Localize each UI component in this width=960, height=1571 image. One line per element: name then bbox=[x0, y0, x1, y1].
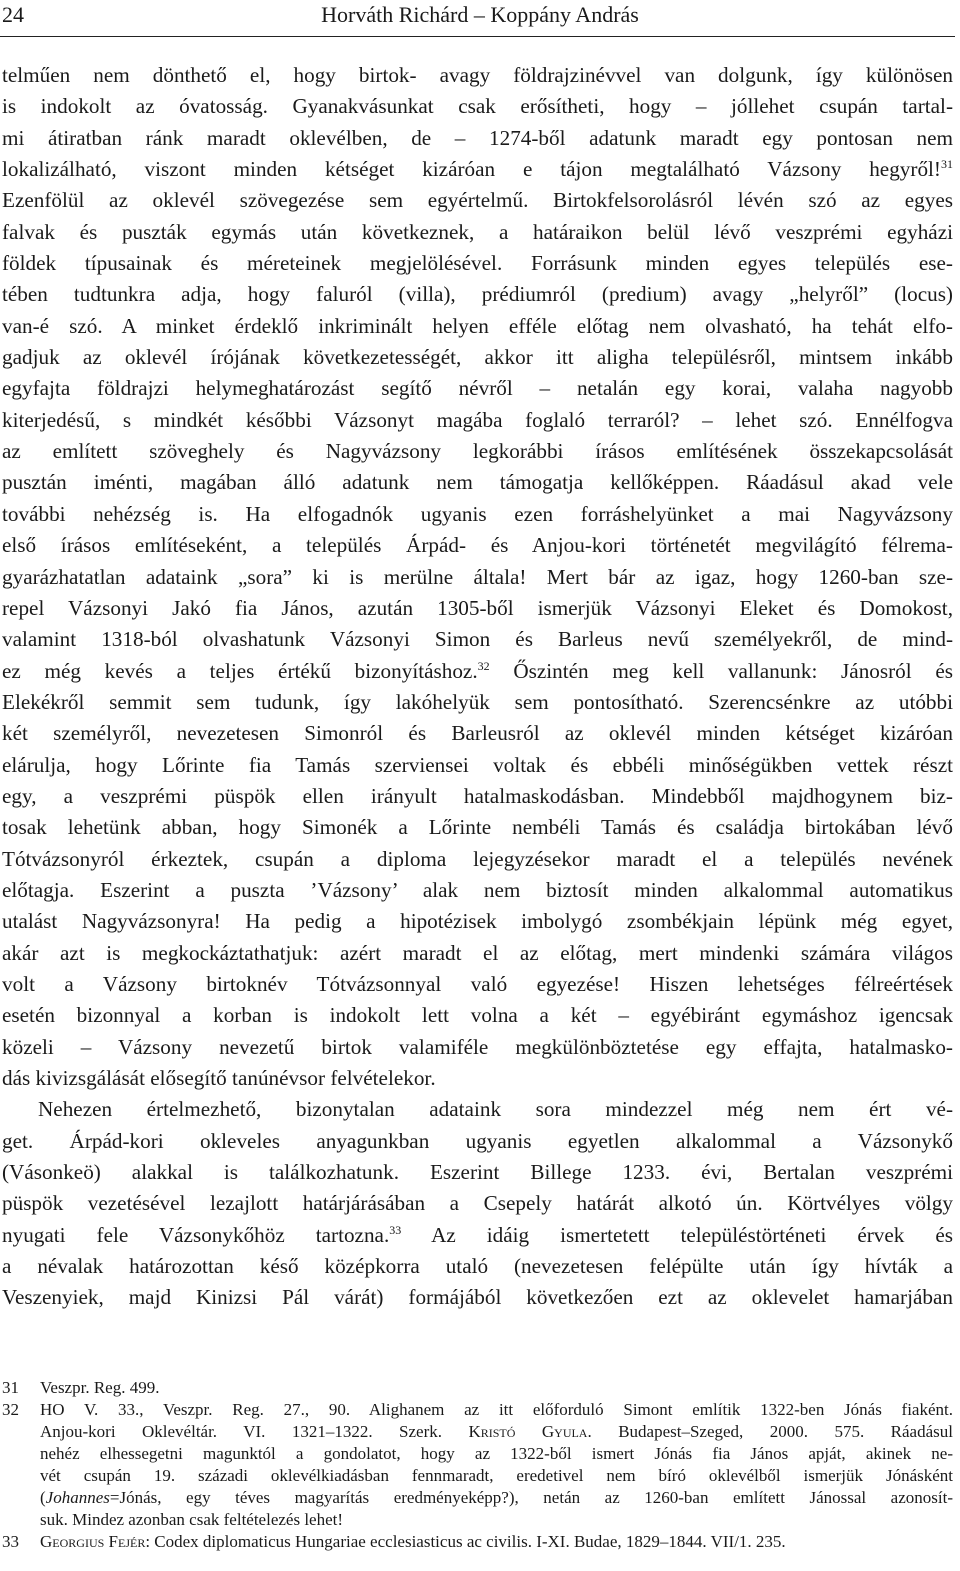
footnote-31 bbox=[2, 1377, 953, 1399]
text-line-content: lokalizálható, viszont minden kétséget kizáróan e tájon megtalálható Vázsony hegyről! bbox=[2, 157, 941, 182]
text-line: kiterjedésű, s mindkét későbbi Vázsonyt magába foglaló terraról? – lehet szó. Ennélfogva bbox=[2, 407, 953, 432]
text-line: két személyről, nevezetesen Simonról és Barleusról az oklevél minden kétséget kizáróan bbox=[2, 721, 953, 746]
text-line bbox=[2, 1220, 953, 1251]
text-line: get. Árpád-kori okleveles anyagunkban ugyanis egyetlen alkalommal a Vázsonykő bbox=[2, 1128, 953, 1153]
footnote-number: 32 bbox=[2, 1400, 19, 1419]
footnote-number: 33 bbox=[2, 1532, 19, 1551]
text-line: (Vásonkeö) alakkal is találkozhatunk. Eszerint Billege 1233. évi, Bertalan veszprémi bbox=[2, 1160, 953, 1185]
text-line: tében tudtunkra adja, hogy faluról (villa), prédiumról (predium) avagy „helyről” (locus) bbox=[2, 282, 953, 307]
text-line: volt a Vázsony birtoknév Tótvázsonnyal való egyezése! Hiszen lehetséges félreértések bbox=[2, 971, 953, 996]
footnote-line bbox=[40, 1487, 953, 1509]
header-rule bbox=[0, 36, 955, 37]
body-text bbox=[2, 60, 953, 1314]
text-line: telműen nem dönthető el, hogy birtok- avagy földrajzinévvel van dolgunk, így különösen bbox=[2, 63, 953, 87]
text-line: repel Vázsonyi Jakó fia János, azután 1305-ből ismerjük Vázsonyi Eleket és Domokost, bbox=[2, 595, 953, 620]
text-line: Tótvázsonyról érkeztek, csupán a diploma lejegyzésekor maradt el a település nevének bbox=[2, 846, 953, 871]
page-header bbox=[0, 0, 960, 34]
footnote-line bbox=[40, 1531, 953, 1553]
footnote-text: . Budapest–Szeged, 2000. 575. Ráadásul bbox=[587, 1422, 953, 1441]
italic-term: Johannes bbox=[45, 1488, 110, 1507]
text-line: előtagja. Eszerint a puszta ’Vázsony’ alak nem biztosít minden alkalommal automatikus bbox=[2, 877, 953, 902]
text-line-content: nyugati fele Vázsonykőhöz tartozna. bbox=[2, 1222, 390, 1247]
text-line: is indokolt az óvatosság. Gyanakvásunkat csak erősítheti, hogy – jóllehet csupán tartal- bbox=[2, 94, 953, 119]
text-line: esetén bizonnyal a korban is indokolt lett volna a két – egyébiránt egymáshoz igencsak bbox=[2, 1003, 953, 1028]
text-line: a névalak határozottan késő középkorra utaló (nevezetesen felépülte után így hívták a bbox=[2, 1254, 953, 1279]
text-line bbox=[2, 154, 953, 185]
text-line: közeli – Vázsony nevezetű birtok valamiféle megkülönböztetése egy effajta, hatalmasko- bbox=[2, 1034, 953, 1059]
footnote-text: : Codex diplomaticus Hungariae ecclesiasticus ac civilis. I-XI. Budae, 1829–1844. VII/1. 235. bbox=[145, 1532, 786, 1551]
text-line: elárulja, hogy Lőrinte fia Tamás szerviensei voltak és ebbéli minőségükben vettek részt bbox=[2, 752, 953, 777]
author-name: Georgius Fejér bbox=[40, 1532, 146, 1551]
footnote-32 bbox=[2, 1399, 953, 1531]
text-line: egyfajta földrajzi helymeghatározást segítő névről – netalán egy korai, valaha nagyobb bbox=[2, 376, 953, 401]
footnote-text: Anjou-kori Oklevéltár. VI. 1321–1322. Szerk. bbox=[40, 1422, 469, 1441]
text-line: gadjuk az oklevél írójának következetességét, akkor itt aligha településről, mintsem inkább bbox=[2, 345, 953, 370]
text-line: Ezenfölül az oklevél szövegezése sem egyértelmű. Birtokfelsorolásról lévén szó az egyes bbox=[2, 188, 953, 213]
footnote-line bbox=[40, 1421, 953, 1443]
text-line: egy, a veszprémi püspök ellen irányult hatalmaskodásban. Mindebből majdhogynem biz- bbox=[2, 783, 953, 808]
footnote-text: ( bbox=[40, 1488, 46, 1507]
text-line: az említett szöveghely és Nagyvázsony legkorábbi írásos említésének összekapcsolását bbox=[2, 439, 953, 464]
footnote-text: =Jónás, egy téves magyarítás eredményeképp?), netán az 1260-ban említett Jánossal azonosít- bbox=[109, 1488, 953, 1507]
text-line: pusztán iménti, magában álló adatunk nem támogatja kellőképpen. Ráadásul akad vele bbox=[2, 470, 953, 495]
text-line: Nehezen értelmezhető, bizonytalan adataink sora mindezzel még nem ért vé- bbox=[38, 1097, 953, 1122]
text-line: püspök vezetésével lezajlott határjárásában a Csepely határát alkotó ún. Körtvélyes völgy bbox=[2, 1191, 953, 1216]
text-line: dás kivizsgálását elősegítő tanúnévsor felvételekor. bbox=[2, 1066, 436, 1090]
footnotes bbox=[2, 1377, 953, 1553]
text-line-content: ez még kevés a teljes értékű bizonyításhoz. bbox=[2, 658, 478, 683]
footnote-ref-32[interactable]: 32 bbox=[477, 658, 490, 673]
text-line bbox=[2, 656, 953, 687]
text-line: gyarázhatatlan adataink „sora” ki is merülne általa! Mert bár az igaz, hogy 1260-ban sze- bbox=[2, 564, 953, 589]
text-line: van-é szó. A minket érdeklő inkriminált helyen efféle előtag nem olvasható, ha tehát elfo- bbox=[2, 313, 953, 338]
footnote-line: suk. Mindez azonban csak feltételezés lehet! bbox=[40, 1510, 344, 1529]
footnote-line: vét csupán 19. századi oklevélkiadásban fennmaradt, eredetivel nem bíró oklevélből ismerjük Jónásként bbox=[40, 1466, 953, 1485]
text-line-tail: Az idáig ismertetett településtörténeti érvek és bbox=[401, 1222, 953, 1247]
footnote-line: HO V. 33., Veszpr. Reg. 27., 90. Alighanem az itt előforduló Simont említik 1322-ben Jónás fiaként. bbox=[40, 1400, 953, 1419]
text-line: falvak és puszták egymás után következnek, a határaikon belül lévő veszprémi egyházi bbox=[2, 219, 953, 244]
footnote-ref-31[interactable]: 31 bbox=[941, 157, 953, 172]
text-line: első írásos említéseként, a település Árpád- és Anjou-kori történetét megvilágító félrema- bbox=[2, 533, 953, 558]
text-line: utalást Nagyvázsonyra! Ha pedig a hipotézisek imbolygó zsombékjain lépünk még egyet, bbox=[2, 909, 953, 934]
text-line: valamint 1318-ból olvashatunk Vázsonyi Simon és Barleus nevű személyekről, de mind- bbox=[2, 627, 953, 652]
text-line-tail: Őszintén meg kell vallanunk: Jánosról és bbox=[489, 658, 953, 683]
text-line: mi átiratban ránk maradt oklevélben, de – 1274-ből adatunk maradt egy pontosan nem bbox=[2, 125, 953, 150]
text-line: tosak lehetünk abban, hogy Simonék a Lőrinte nembéli Tamás és családja birtokában lévő bbox=[2, 815, 953, 840]
editor-name: Kristó Gyula bbox=[468, 1422, 588, 1441]
paragraph-1 bbox=[2, 60, 953, 1094]
page-number: 24 bbox=[2, 2, 24, 27]
footnote-line: nehéz elhessegetni magunktól a gondolatot, hogy az 1322-ből ismert Jónás fia János apját, akinek ne- bbox=[40, 1444, 953, 1463]
text-line: földek típusainak és méreteinek megjelölésével. Forrásunk minden egyes település ese- bbox=[2, 251, 953, 276]
text-line: akár azt is megkockáztathatjuk: azért maradt el az előtag, mert mindenki számára világos bbox=[2, 940, 953, 965]
text-line: Elekékről semmit sem tudunk, így lakóhelyük sem pontosítható. Szerencsénkre az utóbbi bbox=[2, 689, 953, 714]
paragraph-2 bbox=[2, 1094, 953, 1313]
text-line: további nehézség is. Ha elfogadnók ugyanis ezen forráshelyünket a mai Nagyvázsony bbox=[2, 501, 953, 526]
footnote-33 bbox=[2, 1531, 953, 1553]
running-title: Horváth Richárd – Koppány András bbox=[321, 2, 639, 27]
footnote-number: 31 bbox=[2, 1378, 19, 1397]
text-line: Veszenyiek, majd Kinizsi Pál várát) formájából következően ezt az oklevelet hamarjában bbox=[2, 1285, 953, 1310]
footnote-line: Veszpr. Reg. 499. bbox=[40, 1378, 160, 1397]
footnote-ref-33[interactable]: 33 bbox=[389, 1222, 402, 1237]
